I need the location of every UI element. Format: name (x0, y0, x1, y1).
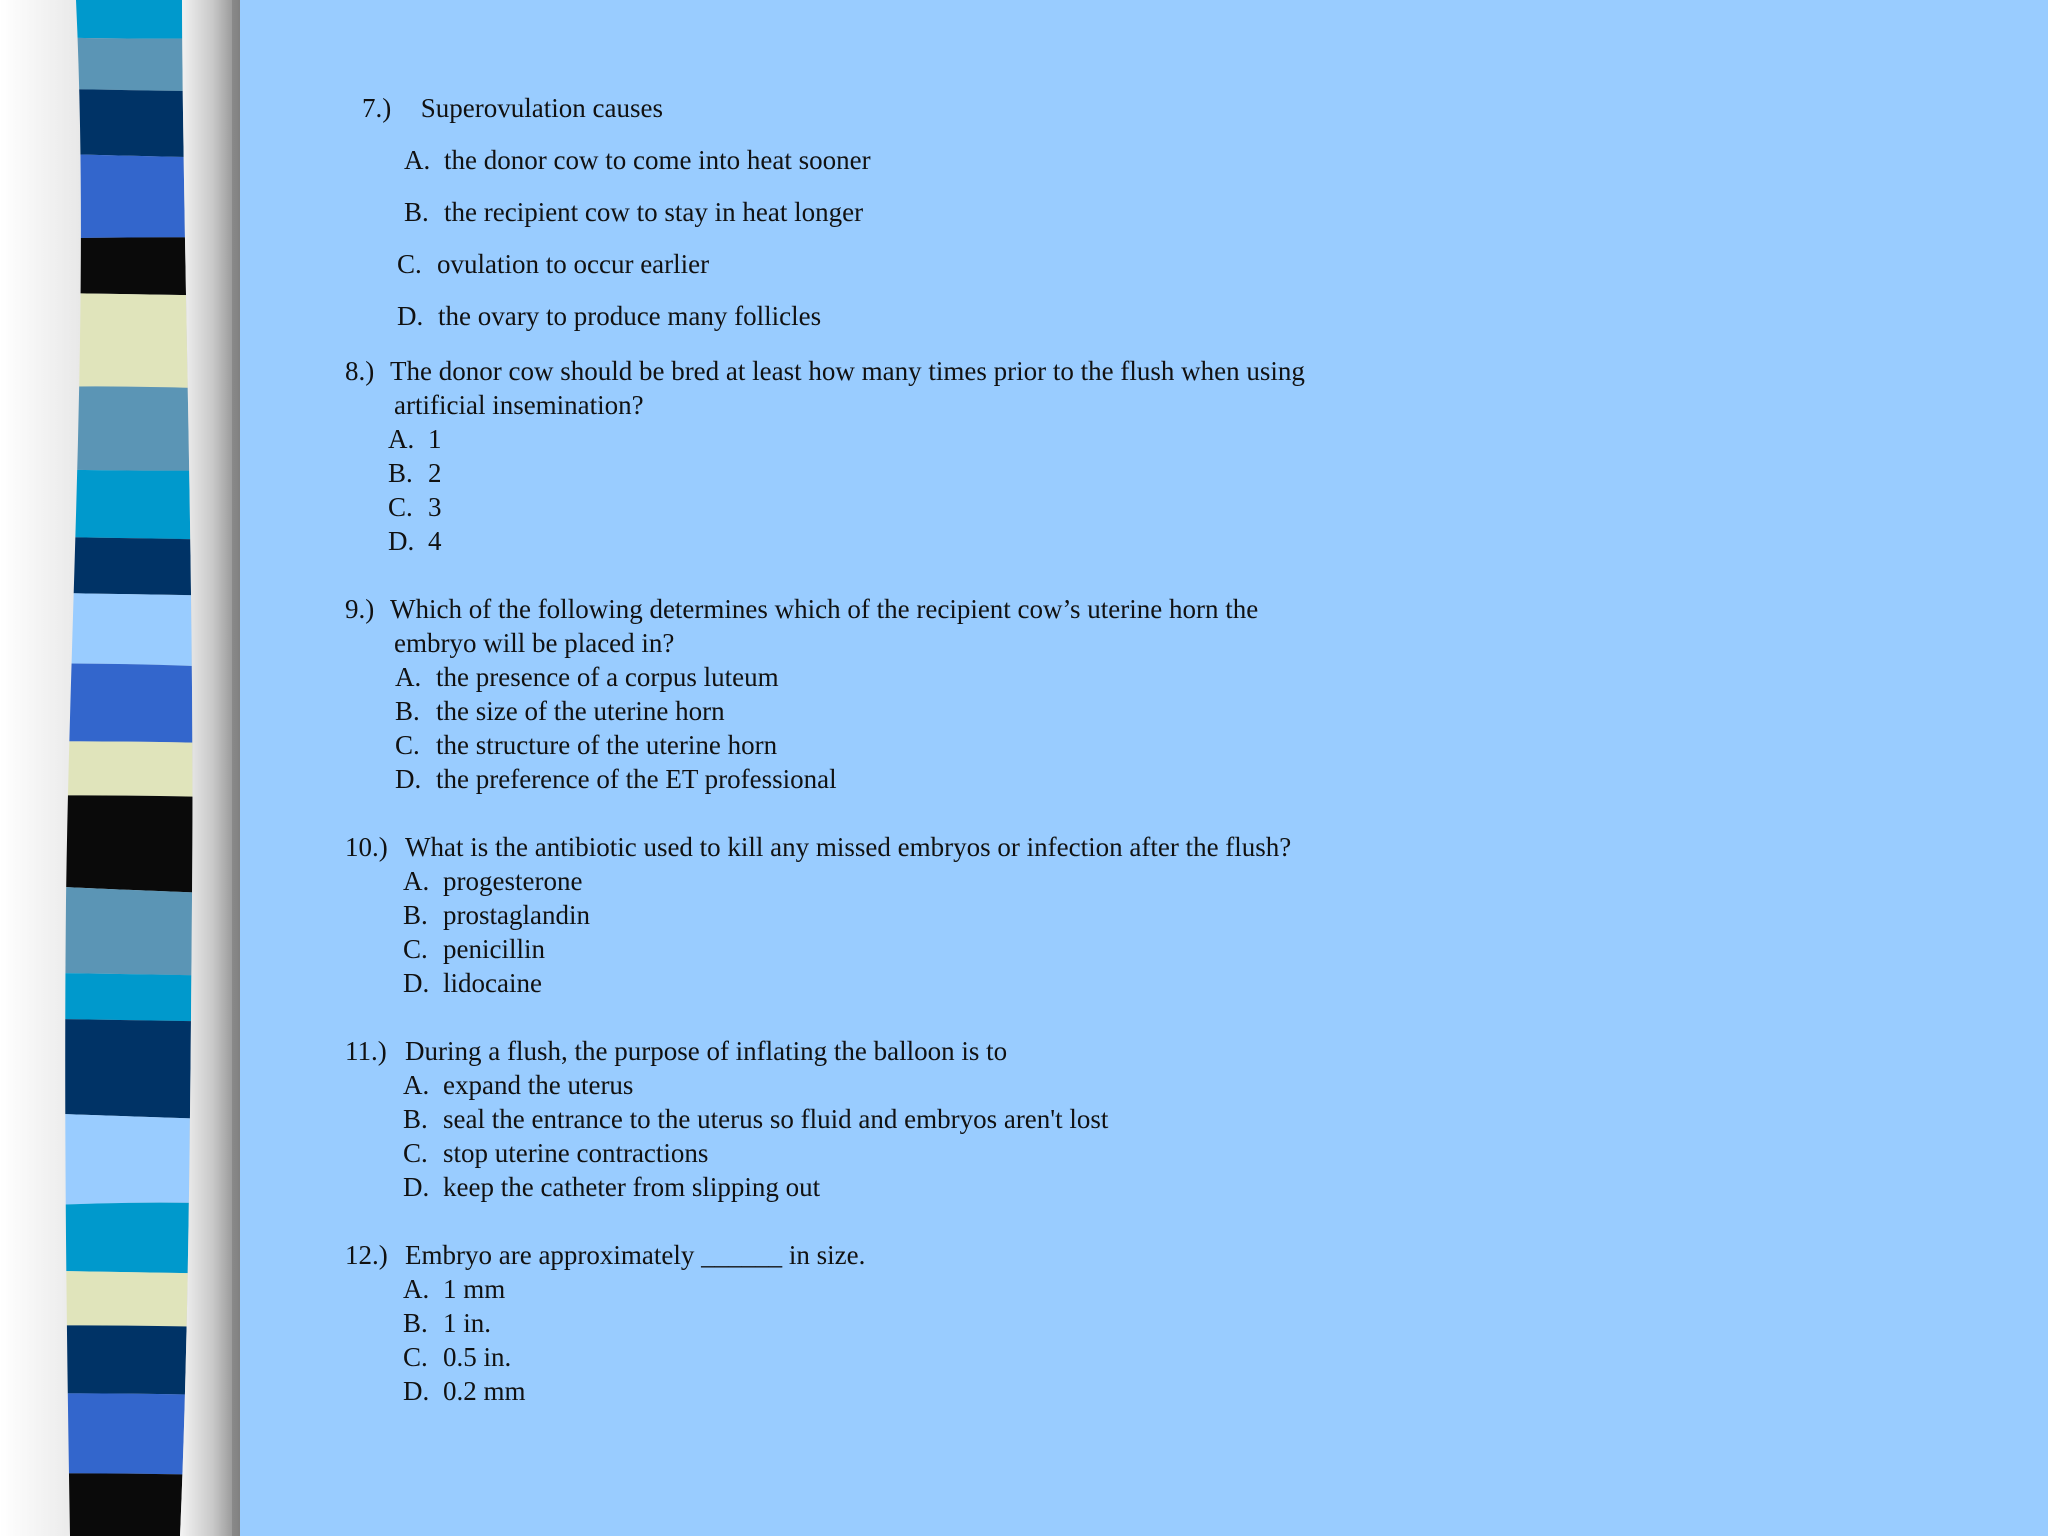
question-stem (345, 1238, 865, 1272)
option-text: 3 (428, 492, 442, 522)
answer-option (345, 660, 1258, 694)
option-text: progesterone (443, 866, 583, 896)
answer-option (345, 1136, 1108, 1170)
question-number: 11.) (345, 1036, 387, 1066)
option-text: keep the catheter from slipping out (443, 1172, 821, 1202)
answer-option (362, 290, 871, 342)
option-letter: B. (403, 1308, 428, 1338)
question-text-continued: embryo will be placed in? (394, 628, 675, 658)
question-text: During a flush, the purpose of inflating the balloon is to (405, 1036, 1008, 1066)
answer-option (345, 1340, 865, 1374)
option-text: lidocaine (443, 968, 542, 998)
answer-option (345, 422, 1305, 456)
option-text: 4 (428, 526, 442, 556)
question-number: 10.) (345, 832, 388, 862)
answer-option (345, 456, 1305, 490)
answer-option (345, 1102, 1108, 1136)
option-letter: A. (395, 662, 422, 692)
answer-option (345, 728, 1258, 762)
question-number: 7.) (362, 93, 392, 123)
option-letter: D. (403, 1172, 430, 1202)
option-letter: A. (404, 145, 431, 175)
striped-ribbon-graphic (0, 0, 240, 1536)
question-number: 9.) (345, 594, 375, 624)
question-stem (345, 354, 1305, 388)
question-stem (345, 1034, 1108, 1068)
option-text: the preference of the ET professional (436, 764, 837, 794)
question-11 (345, 1034, 1108, 1204)
option-text: the size of the uterine horn (436, 696, 725, 726)
option-text: 2 (428, 458, 442, 488)
option-text: the presence of a corpus luteum (436, 662, 779, 692)
answer-option (345, 694, 1258, 728)
option-letter: C. (395, 730, 420, 760)
answer-option (362, 238, 871, 290)
question-text: Embryo are approximately ______ in size. (405, 1240, 866, 1270)
answer-option (345, 898, 1291, 932)
option-text: the ovary to produce many follicles (438, 301, 822, 331)
option-letter: D. (388, 526, 415, 556)
option-letter: D. (403, 968, 430, 998)
option-letter: D. (403, 1376, 430, 1406)
option-letter: A. (403, 866, 430, 896)
question-text: The donor cow should be bred at least how many times prior to the flush when using (390, 356, 1305, 386)
question-10 (345, 830, 1291, 1000)
question-8 (345, 354, 1305, 558)
answer-option (345, 524, 1305, 558)
option-text: seal the entrance to the uterus so fluid and embryos aren't lost (443, 1104, 1109, 1134)
option-text: expand the uterus (443, 1070, 634, 1100)
option-letter: A. (403, 1274, 430, 1304)
option-letter: B. (403, 900, 428, 930)
answer-option (362, 134, 871, 186)
answer-option (345, 1374, 865, 1408)
answer-option (345, 932, 1291, 966)
decorative-side-band (0, 0, 240, 1536)
answer-option (345, 1170, 1108, 1204)
answer-option (345, 490, 1305, 524)
option-text: penicillin (443, 934, 545, 964)
question-number: 12.) (345, 1240, 388, 1270)
option-letter: D. (395, 764, 422, 794)
answer-option (345, 1272, 865, 1306)
option-text: 1 mm (443, 1274, 506, 1304)
answer-option (345, 1068, 1108, 1102)
option-text: the recipient cow to stay in heat longer (444, 197, 864, 227)
question-7 (362, 82, 871, 342)
option-letter: C. (403, 934, 428, 964)
option-text: the donor cow to come into heat sooner (444, 145, 871, 175)
question-stem (362, 82, 871, 134)
question-text: Superovulation causes (420, 93, 663, 123)
option-text: 1 (428, 424, 442, 454)
option-text: stop uterine contractions (443, 1138, 709, 1168)
option-letter: A. (403, 1070, 430, 1100)
option-letter: B. (388, 458, 413, 488)
answer-option (345, 864, 1291, 898)
question-text: Which of the following determines which of the recipient cow’s uterine horn the (390, 594, 1259, 624)
answer-option (345, 966, 1291, 1000)
option-text: ovulation to occur earlier (437, 249, 710, 279)
option-letter: D. (397, 301, 424, 331)
option-letter: B. (395, 696, 420, 726)
question-text: What is the antibiotic used to kill any missed embryos or infection after the flush? (405, 832, 1292, 862)
question-stem (345, 830, 1291, 864)
option-letter: B. (403, 1104, 428, 1134)
option-text: prostaglandin (443, 900, 590, 930)
question-number: 8.) (345, 356, 375, 386)
question-12 (345, 1238, 865, 1408)
question-9 (345, 592, 1258, 796)
option-letter: A. (388, 424, 415, 454)
question-stem (345, 592, 1258, 626)
option-text: 0.2 mm (443, 1376, 526, 1406)
option-letter: C. (397, 249, 422, 279)
answer-option (345, 1306, 865, 1340)
option-text: the structure of the uterine horn (436, 730, 778, 760)
option-letter: B. (404, 197, 429, 227)
answer-option (345, 762, 1258, 796)
option-letter: C. (388, 492, 413, 522)
option-text: 0.5 in. (443, 1342, 512, 1372)
option-letter: C. (403, 1342, 428, 1372)
option-text: 1 in. (443, 1308, 492, 1338)
answer-option (362, 186, 871, 238)
option-letter: C. (403, 1138, 428, 1168)
question-text-continued: artificial insemination? (394, 390, 644, 420)
